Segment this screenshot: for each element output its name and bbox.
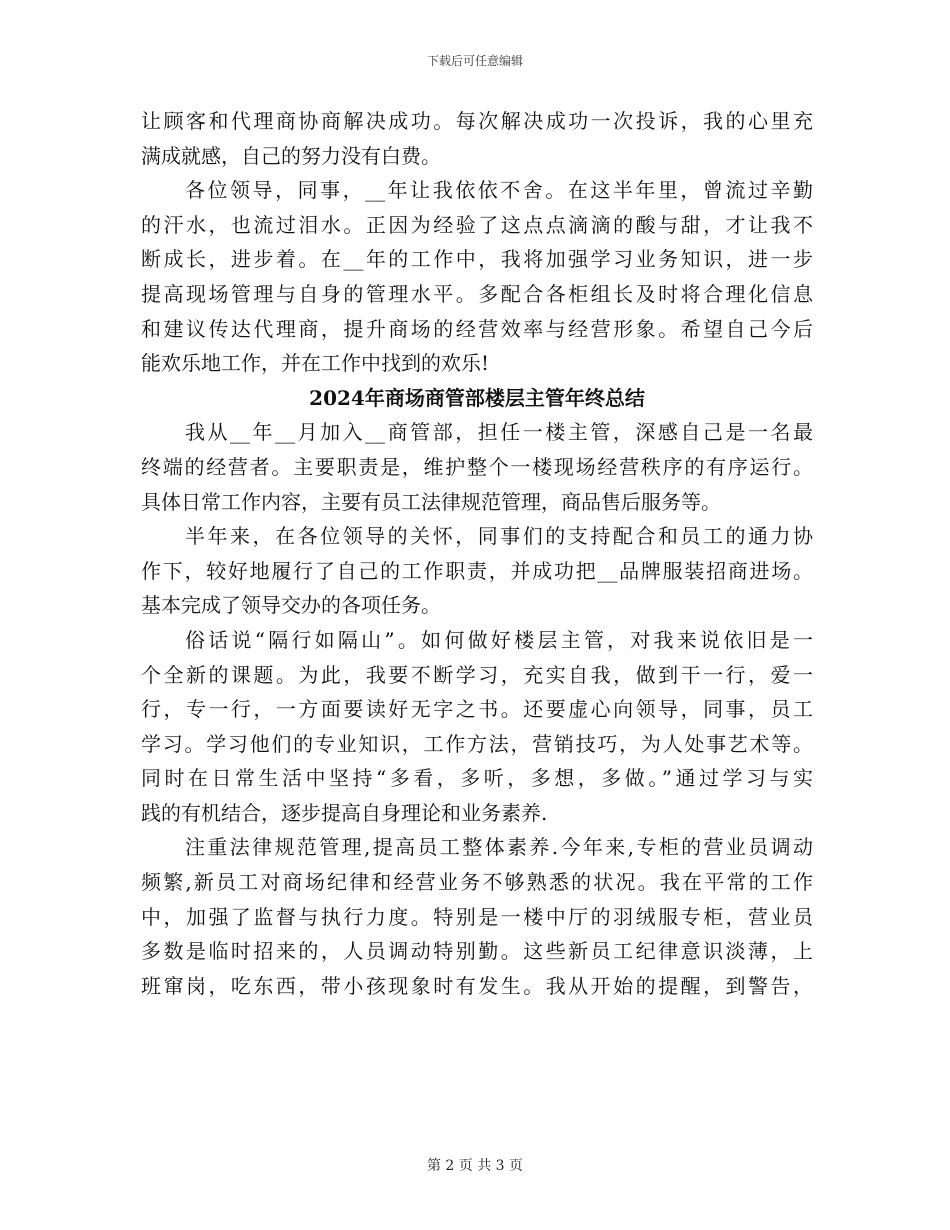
paragraph (141, 104, 813, 173)
text-line: 同时在日常生活中坚持“多看，多听，多想，多做。”通过学习与实 (141, 766, 813, 791)
text-line: 断成长，进步着。在__年的工作中，我将加强学习业务知识，进一步 (141, 247, 813, 272)
text-line: 作下，较好地履行了自己的工作职责，并成功把__品牌服装招商进场。 (141, 558, 813, 583)
section-heading: 2024年商场商管部楼层主管年终总结 (309, 385, 645, 410)
page-footer: 第 2 页 共 3 页 (426, 1158, 524, 1174)
text-line: 践的有机结合，逐步提高自身理论和业务素养. (141, 800, 548, 825)
paragraph (141, 173, 813, 381)
text-line: 能欢乐地工作，并在工作中找到的欢乐! (141, 351, 490, 376)
text-line: 终端的经营者。主要职责是，维护整个一楼现场经营秩序的有序运行。 (141, 454, 813, 479)
text-line: 频繁,新员工对商场纪律和经营业务不够熟悉的状况。我在平常的工作 (141, 870, 813, 895)
text-line: 俗话说“隔行如隔山”。如何做好楼层主管，对我来说依旧是一 (185, 627, 813, 652)
text-line: 让顾客和代理商协商解决成功。每次解决成功一次投诉，我的心里充 (141, 109, 813, 133)
text-line: 各位领导，同事，__年让我依依不舍。在这半年里，曾流过辛勤 (185, 178, 813, 203)
text-line: 个全新的课题。为此，我要不断学习，充实自我，做到干一行，爱一 (141, 662, 813, 687)
paragraph (141, 519, 813, 623)
text-line: 我从__年__月加入__商管部，担任一楼主管，深感自己是一名最 (185, 420, 813, 445)
text-line: 提高现场管理与自身的管理水平。多配合各柜组长及时将合理化信息 (141, 281, 813, 306)
page-header: 下载后可任意编辑 (426, 54, 523, 68)
document-body (141, 104, 813, 1003)
text-line: 具体日常工作内容，主要有员工法律规范管理，商品售后服务等。 (141, 489, 721, 514)
text-line: 满成就感，自己的努力没有白费。 (141, 143, 441, 168)
text-line: 行，专一行，一方面要读好无字之书。还要虚心向领导，同事，员工 (141, 697, 813, 722)
text-line: 多数是临时招来的，人员调动特别勤。这些新员工纪律意识淡薄，上 (141, 939, 813, 964)
text-line: 的汗水，也流过泪水。正因为经验了这点点滴滴的酸与甜，才让我不 (141, 212, 813, 237)
paragraph (141, 830, 813, 1003)
text-line: 基本完成了领导交办的各项任务。 (141, 593, 441, 618)
text-line: 半年来，在各位领导的关怀，同事们的支持配合和员工的通力协 (185, 524, 813, 549)
text-line: 班窜岗，吃东西，带小孩现象时有发生。我从开始的提醒，到警告， (141, 973, 813, 998)
text-line: 中，加强了监督与执行力度。特别是一楼中厅的羽绒服专柜，营业员 (141, 904, 813, 929)
text-line: 和建议传达代理商，提升商场的经营效率与经营形象。希望自己今后 (141, 316, 813, 341)
paragraph (141, 415, 813, 519)
text-line: 注重法律规范管理,提高员工整体素养.今年来,专柜的营业员调动 (185, 835, 813, 860)
text-line: 学习。学习他们的专业知识，工作方法，营销技巧，为人处事艺术等。 (141, 731, 813, 756)
paragraph (141, 623, 813, 831)
